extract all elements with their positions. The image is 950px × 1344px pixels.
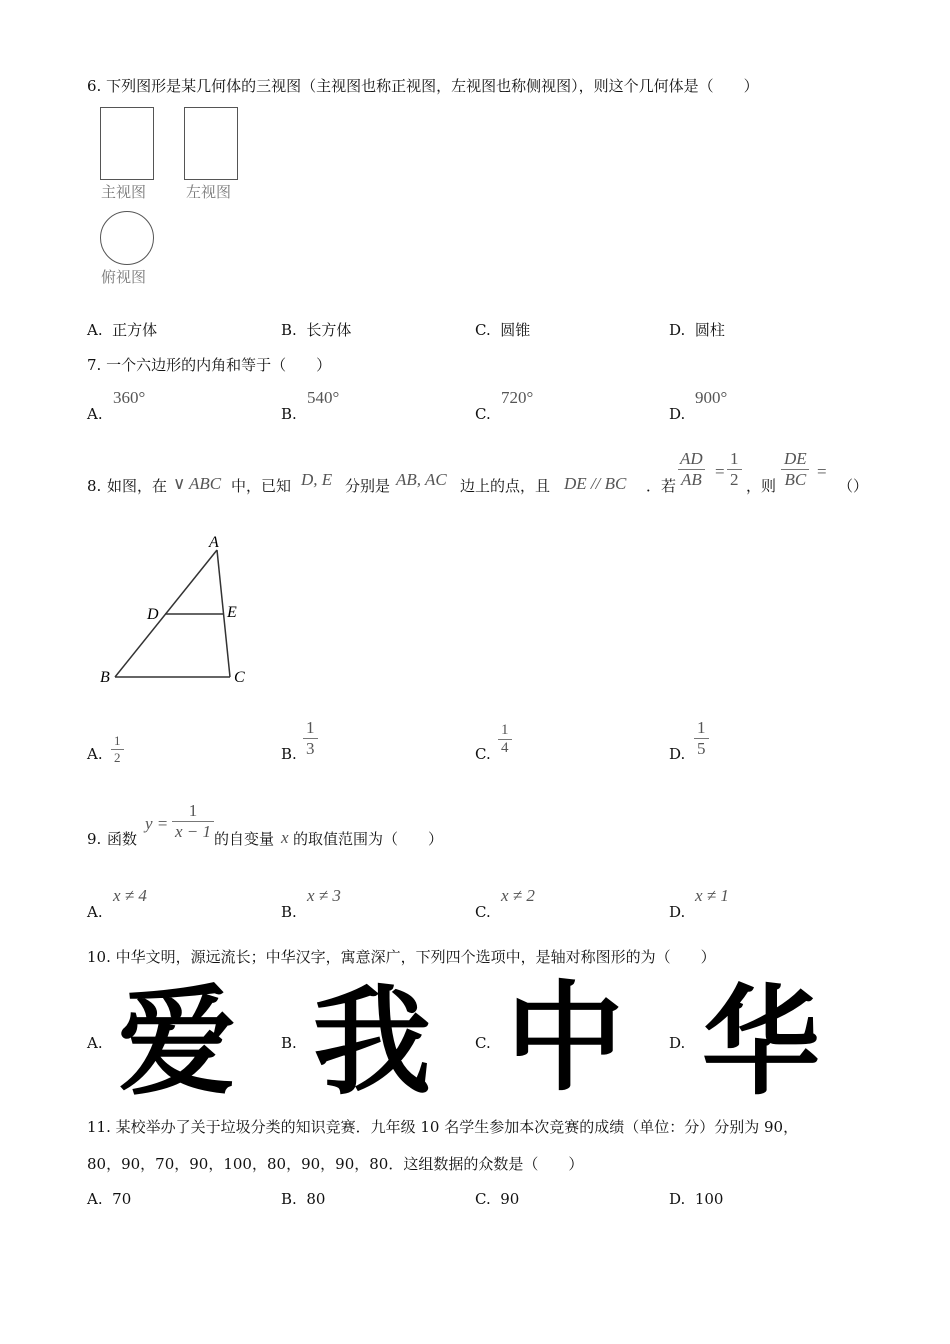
q8-points-de: D, E <box>301 470 333 489</box>
q8-segments: AB, AC <box>396 470 447 489</box>
q9-option-d-letter[interactable]: D. <box>669 903 686 921</box>
label-d: D <box>147 606 159 623</box>
q9-option-b-letter[interactable]: B. <box>281 903 297 921</box>
top-view-label: 俯视图 <box>101 268 147 286</box>
q9-option-c-value: x ≠ 2 <box>501 886 535 905</box>
q8-option-a-value: $\frac{1}{2}$ <box>111 733 124 766</box>
q8-option-b-letter[interactable]: B. <box>281 745 297 763</box>
q10-option-c-letter[interactable]: C. <box>475 1034 491 1052</box>
q7-stem: 7. 一个六边形的内角和等于（ ） <box>87 356 332 374</box>
q6-option-d[interactable]: D. 圆柱 <box>669 321 725 339</box>
q8-text-2: 中，已知 <box>231 477 292 495</box>
q8-eq-2: = <box>817 462 827 481</box>
q10-option-b-letter[interactable]: B. <box>281 1034 297 1052</box>
q7-option-a-value: 360° <box>113 388 146 407</box>
label-b: B <box>100 669 110 686</box>
q9-option-b-value: x ≠ 3 <box>307 886 341 905</box>
q6-option-b[interactable]: B. 长方体 <box>281 321 352 339</box>
q9-var-x: x <box>281 828 289 847</box>
front-view-label: 主视图 <box>101 183 147 201</box>
q8-frac-de-bc: $\frac{DE}{BC}$ <box>781 449 810 490</box>
triangle-figure <box>96 530 256 690</box>
q10-option-b-char: 我 <box>313 973 432 1111</box>
top-view-circle <box>100 211 154 265</box>
q8-option-d-value: $\frac{1}{5}$ <box>694 718 709 759</box>
q9-option-d-value: x ≠ 1 <box>695 886 729 905</box>
q8-option-c-value: $\frac{1}{4}$ <box>498 722 512 757</box>
q10-option-c-char: 中 <box>506 969 625 1107</box>
q8-text-1: 如图，在 <box>107 477 168 495</box>
q7-option-a-letter[interactable]: A. <box>87 405 103 423</box>
q8-triangle-name: ABC <box>189 474 222 493</box>
q9-option-a-value: x ≠ 4 <box>113 886 147 905</box>
triangle-symbol: ∨ <box>173 474 186 493</box>
q11-option-d[interactable]: D. 100 <box>669 1190 724 1208</box>
q9-text-1: 函数 <box>107 830 138 848</box>
label-c: C <box>234 669 245 686</box>
q8-num: 8. <box>87 477 102 495</box>
q9-y-equals: y = <box>145 814 169 833</box>
q8-option-d-letter[interactable]: D. <box>669 745 686 763</box>
q8-option-b-value: $\frac{1}{3}$ <box>303 718 318 759</box>
q7-option-c-letter[interactable]: C. <box>475 405 491 423</box>
q10-option-a-char: 爱 <box>118 973 237 1111</box>
q7-option-c-value: 720° <box>501 388 534 407</box>
front-view-rect <box>100 107 154 180</box>
q11-option-b[interactable]: B. 80 <box>281 1190 326 1208</box>
label-e: E <box>227 604 237 621</box>
q8-text-4: 边上的点，且 <box>460 477 551 495</box>
q11-option-c[interactable]: C. 90 <box>475 1190 520 1208</box>
q9-fraction: $\frac{1}{x - 1}$ <box>172 801 214 842</box>
q10-option-d-char: 华 <box>702 973 821 1111</box>
q9-option-a-letter[interactable]: A. <box>87 903 103 921</box>
q9-text-3: 的取值范围为（ ） <box>293 830 444 848</box>
q10-option-a-letter[interactable]: A. <box>87 1034 103 1052</box>
q6-option-c[interactable]: C. 圆锥 <box>475 321 531 339</box>
q9-text-2: 的自变量 <box>214 830 275 848</box>
q8-option-c-letter[interactable]: C. <box>475 745 491 763</box>
q9-option-c-letter[interactable]: C. <box>475 903 491 921</box>
label-a: A <box>209 534 219 551</box>
left-view-label: 左视图 <box>186 183 232 201</box>
q8-text-5: ．若 <box>646 477 677 495</box>
q9-num: 9. <box>87 830 102 848</box>
q10-option-d-letter[interactable]: D. <box>669 1034 686 1052</box>
q11-option-a[interactable]: A. 70 <box>87 1190 132 1208</box>
left-view-rect <box>184 107 238 180</box>
q6-option-a[interactable]: A. 正方体 <box>87 321 158 339</box>
q8-frac-half: $\frac{1}{2}$ <box>727 449 742 490</box>
q10-stem: 10. 中华文明，源远流长；中华汉字，寓意深广，下列四个选项中，是轴对称图形的为（ ） <box>87 948 716 966</box>
q7-option-d-letter[interactable]: D. <box>669 405 686 423</box>
q8-parallel: DE // BC <box>564 474 627 493</box>
q11-stem-line2: 80，90，70，90，100，80，90，90，80．这组数据的众数是（ ） <box>87 1155 584 1173</box>
q11-stem-line1: 11. 某校举办了关于垃圾分类的知识竞赛．九年级 10 名学生参加本次竞赛的成绩（单位：分）分别为 90， <box>87 1118 799 1136</box>
q8-eq-1: = <box>715 462 725 481</box>
q8-frac-ad-ab: $\frac{AD}{AB}$ <box>677 449 706 490</box>
q6-stem: 6. 下列图形是某几何体的三视图（主视图也称正视图，左视图也称侧视图），则这个几何体是（ ） <box>87 77 759 95</box>
q7-option-d-value: 900° <box>695 388 728 407</box>
q8-text-6: ，则 <box>746 477 777 495</box>
q7-option-b-letter[interactable]: B. <box>281 405 297 423</box>
q8-option-a-letter[interactable]: A. <box>87 745 103 763</box>
q8-text-3: 分别是 <box>345 477 391 495</box>
q8-blank: （） <box>838 477 869 495</box>
q7-option-b-value: 540° <box>307 388 340 407</box>
